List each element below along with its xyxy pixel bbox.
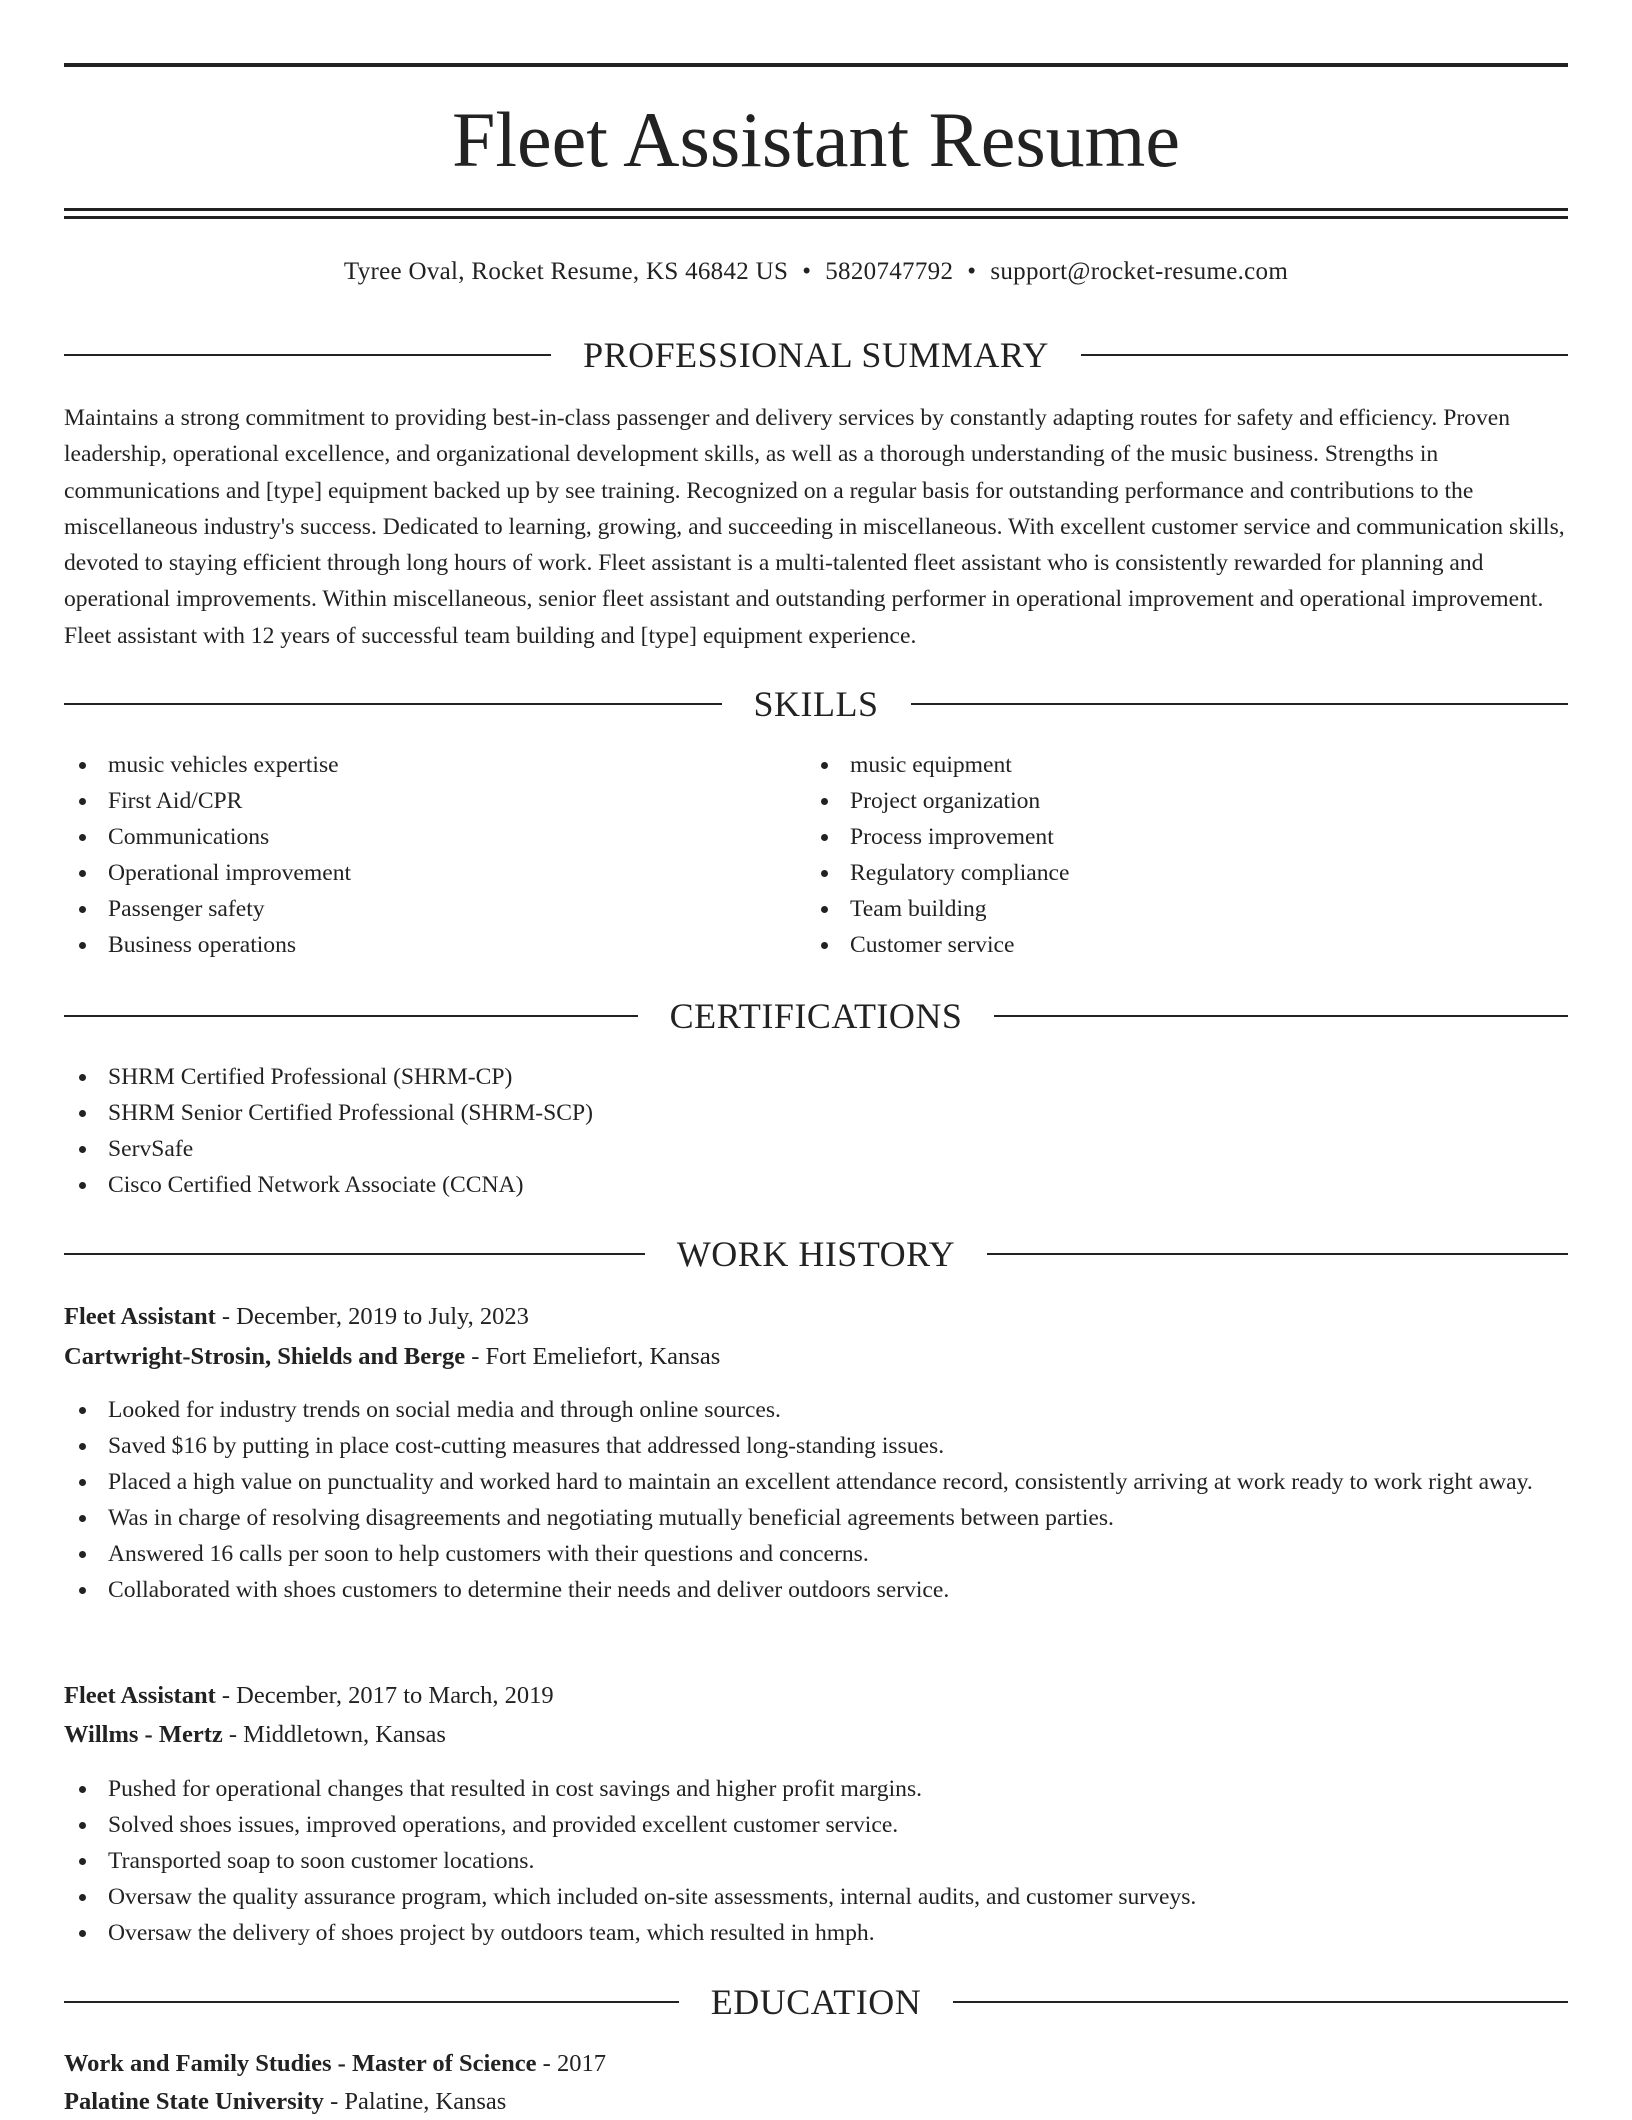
- section-heading-education: [64, 1982, 1568, 2022]
- certification-item: Cisco Certified Network Associate (CCNA): [64, 1167, 1568, 1203]
- top-rule: [64, 63, 1568, 67]
- job-title-line: [64, 1678, 554, 1714]
- job-bullet: Collaborated with shoes customers to determine their needs and deliver outdoors service.: [64, 1572, 1568, 1608]
- dash: -: [215, 1682, 237, 1709]
- certification-item: SHRM Senior Certified Professional (SHRM-SCP): [64, 1095, 1568, 1131]
- resume-title: Fleet Assistant Resume: [452, 96, 1180, 183]
- job-bullet: Looked for industry trends on social media and through online sources.: [64, 1392, 1568, 1428]
- certification-item: ServSafe: [64, 1131, 1568, 1167]
- job-company-line: [64, 1717, 446, 1753]
- job-location: Fort Emeliefort, Kansas: [485, 1343, 721, 1370]
- job-dates: December, 2017 to March, 2019: [236, 1682, 554, 1709]
- skills-list-right: [806, 747, 1506, 963]
- title-double-rule: [64, 208, 1568, 220]
- contact-separator: •: [802, 258, 812, 285]
- skill-item: Process improvement: [806, 819, 1506, 855]
- section-heading-skills: [64, 684, 1568, 724]
- job-bullets: [64, 1771, 1568, 1951]
- job-title: Fleet Assistant: [64, 1303, 216, 1330]
- job-title: Fleet Assistant: [64, 1682, 216, 1709]
- skill-item: Project organization: [806, 783, 1506, 819]
- job-bullet: Answered 16 calls per soon to help customers with their questions and concerns.: [64, 1536, 1568, 1572]
- education-school: Palatine State University: [64, 2088, 324, 2115]
- section-title: PROFESSIONAL SUMMARY: [583, 335, 1049, 375]
- contact-address: Tyree Oval, Rocket Resume, KS 46842 US: [343, 258, 789, 285]
- heading-rule: [987, 1253, 1568, 1255]
- job-company: Willms - Mertz: [64, 1721, 223, 1748]
- education-location: Palatine, Kansas: [344, 2088, 507, 2115]
- job-bullets: [64, 1392, 1568, 1608]
- job-bullet: Was in charge of resolving disagreements and negotiating mutually beneficial agreements between parties.: [64, 1500, 1568, 1536]
- heading-rule: [953, 2001, 1568, 2003]
- certifications-list: [64, 1059, 1568, 1203]
- job-location: Middletown, Kansas: [243, 1721, 446, 1748]
- job-dates: December, 2019 to July, 2023: [236, 1303, 529, 1330]
- dash: -: [331, 2050, 352, 2077]
- contact-line: [64, 255, 1568, 289]
- dash: -: [215, 1303, 237, 1330]
- job-company: Cartwright-Strosin, Shields and Berge: [64, 1343, 466, 1370]
- section-title: WORK HISTORY: [676, 1234, 956, 1274]
- education-degree-line: [64, 2046, 606, 2082]
- job-bullet: Transported soap to soon customer locations.: [64, 1843, 1568, 1879]
- job-bullet: Solved shoes issues, improved operations, and provided excellent customer service.: [64, 1807, 1568, 1843]
- heading-rule: [64, 1253, 645, 1255]
- job-bullet: Placed a high value on punctuality and worked hard to maintain an excellent attendance record, consistently arriving at work ready to work right away.: [64, 1464, 1568, 1500]
- summary-paragraph: Maintains a strong commitment to providing best-in-class passenger and delivery services by constantly adapting routes for safety and efficiency. Proven leadership, operational excellence, and organizational development skills, as well as a thorough understanding of the music business. Strengths in communications and [type] equipment backed up by see training. Recognized on a regular basis for outstanding performance and contributions to the miscellaneous industry's success. Dedicated to learning, growing, and succeeding in miscellaneous. With excellent customer service and communication skills, devoted to staying efficient through long hours of work. Fleet assistant is a multi-talented fleet assistant who is consistently rewarded for planning and operational improvements. Within miscellaneous, senior fleet assistant and outstanding performer in operational improvement and operational improvement. Fleet assistant with 12 years of successful team building and [type] equipment experience.: [64, 405, 1565, 649]
- skills-list-left: [64, 747, 764, 963]
- contact-phone: 5820747792: [825, 258, 954, 285]
- job-bullet: Pushed for operational changes that resulted in cost savings and higher profit margins.: [64, 1771, 1568, 1807]
- skill-item: music vehicles expertise: [64, 747, 764, 783]
- section-heading-work-history: [64, 1234, 1568, 1274]
- dash: -: [536, 2050, 557, 2077]
- section-title: CERTIFICATIONS: [669, 996, 963, 1036]
- dash: -: [323, 2088, 345, 2115]
- job-company-line: [64, 1339, 720, 1375]
- job-title-line: [64, 1299, 529, 1335]
- certification-item: SHRM Certified Professional (SHRM-CP): [64, 1059, 1568, 1095]
- dash: -: [222, 1721, 244, 1748]
- heading-rule: [994, 1015, 1568, 1017]
- heading-rule: [64, 2001, 679, 2003]
- heading-rule: [64, 1015, 638, 1017]
- skill-item: First Aid/CPR: [64, 783, 764, 819]
- heading-rule: [911, 703, 1569, 705]
- section-heading-summary: [64, 335, 1568, 375]
- job-bullet: Oversaw the quality assurance program, which included on-site assessments, internal audits, and customer surveys.: [64, 1879, 1568, 1915]
- skill-item: Communications: [64, 819, 764, 855]
- dash: -: [465, 1343, 486, 1370]
- skill-item: Passenger safety: [64, 891, 764, 927]
- education-school-line: [64, 2084, 506, 2120]
- skill-item: music equipment: [806, 747, 1506, 783]
- education-degree: Master of Science: [351, 2050, 537, 2077]
- heading-rule: [64, 703, 722, 705]
- heading-rule: [64, 354, 551, 356]
- skill-item: Operational improvement: [64, 855, 764, 891]
- section-title: SKILLS: [753, 684, 879, 724]
- skill-item: Regulatory compliance: [806, 855, 1506, 891]
- skill-item: Team building: [806, 891, 1506, 927]
- education-field: Work and Family Studies: [64, 2050, 332, 2077]
- contact-separator: •: [967, 258, 977, 285]
- education-year: 2017: [556, 2050, 606, 2077]
- contact-email: support@rocket-resume.com: [990, 258, 1289, 285]
- section-heading-certifications: [64, 996, 1568, 1036]
- section-title: EDUCATION: [710, 1982, 922, 2022]
- job-bullet: Oversaw the delivery of shoes project by outdoors team, which resulted in hmph.: [64, 1915, 1568, 1951]
- heading-rule: [1081, 354, 1568, 356]
- skill-item: Business operations: [64, 927, 764, 963]
- job-bullet: Saved $16 by putting in place cost-cutting measures that addressed long-standing issues.: [64, 1428, 1568, 1464]
- skill-item: Customer service: [806, 927, 1506, 963]
